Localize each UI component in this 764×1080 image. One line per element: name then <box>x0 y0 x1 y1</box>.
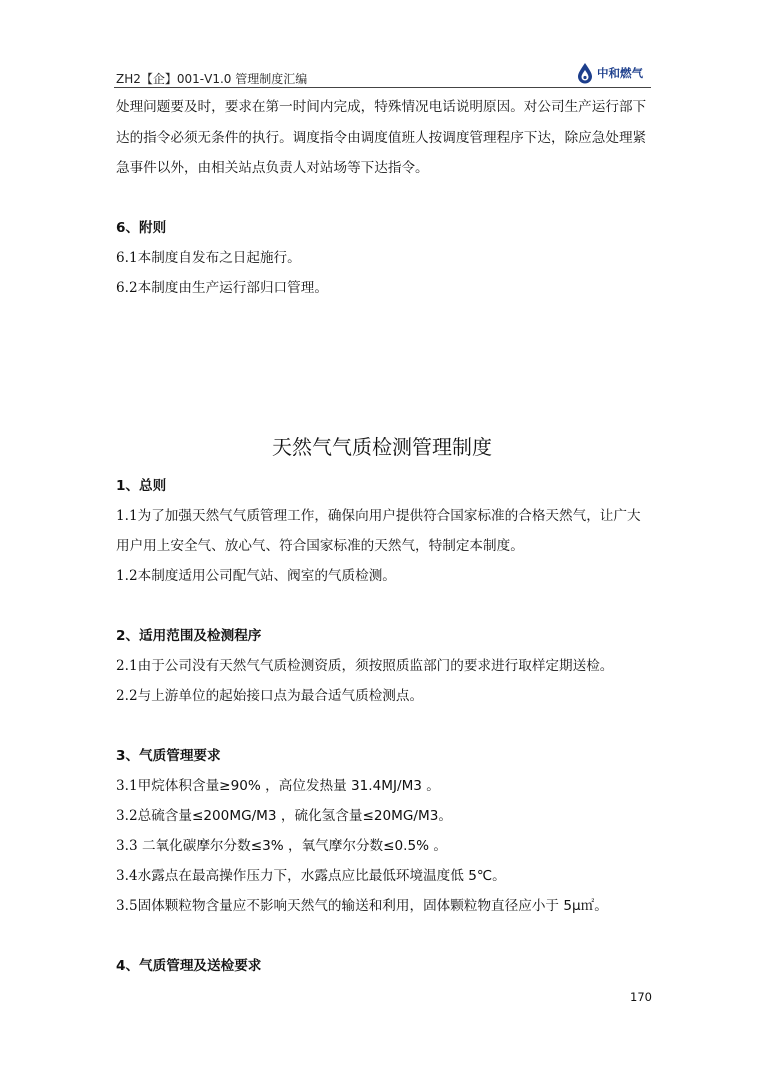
clause-item <box>116 567 396 585</box>
clause-number: 2.2 <box>116 688 138 704</box>
clause-item <box>116 867 506 885</box>
clause-text: 甲烷体积含量≥90% ，高位发热量 31.4MJ/M3 。 <box>137 778 440 794</box>
clause-number: 1.1 <box>116 508 138 524</box>
section-heading: 2、适用范围及检测程序 <box>116 628 262 644</box>
clause-text: 本制度自发布之日起施行。 <box>137 250 301 266</box>
clause-number: 6.2 <box>116 280 138 296</box>
paragraph-line: 处理问题要及时，要求在第一时间内完成，特殊情况电话说明原因。对公司生产运行部下 <box>116 99 647 115</box>
section-heading: 3、气质管理要求 <box>116 748 221 764</box>
clause-item <box>116 249 301 267</box>
flame-drop-icon <box>576 62 594 84</box>
clause-number: 3.1 <box>116 778 138 794</box>
section-heading: 1、总则 <box>116 478 167 494</box>
clause-text: 固体颗粒物含量应不影响天然气的输送和利用，固体颗粒物直径应小于 5μ㎡。 <box>137 898 608 914</box>
clause-item <box>116 897 608 915</box>
clause-number: 3.3 <box>116 838 138 854</box>
clause-item <box>116 807 452 825</box>
clause-number: 6.1 <box>116 250 138 266</box>
header-rule <box>114 87 651 88</box>
clause-item <box>116 279 328 297</box>
section-heading: 6、附则 <box>116 220 167 236</box>
document-title: 天然气气质检测管理制度 <box>272 435 492 459</box>
paragraph-line: 急事件以外，由相关站点负责人对站场等下达指令。 <box>116 160 429 176</box>
clause-item <box>116 777 440 795</box>
clause-text: 由于公司没有天然气气质检测资质，须按照质监部门的要求进行取样定期送检。 <box>137 658 614 674</box>
clause-item <box>116 507 641 525</box>
clause-text: 为了加强天然气气质管理工作，确保向用户提供符合国家标准的合格天然气，让广大 <box>137 508 641 524</box>
clause-item <box>116 687 423 705</box>
clause-text: 二氧化碳摩尔分数≤3% ，氧气摩尔分数≤0.5% 。 <box>137 838 447 854</box>
clause-text: 本制度由生产运行部归口管理。 <box>137 280 328 296</box>
company-logo <box>576 62 650 84</box>
clause-item <box>116 657 613 675</box>
clause-number: 3.5 <box>116 898 138 914</box>
document-code: ZH2【企】001-V1.0 管理制度汇编 <box>116 72 308 86</box>
logo-wordmark: 中和燃气 <box>597 66 643 80</box>
clause-number: 1.2 <box>116 568 138 584</box>
clause-number: 3.4 <box>116 868 138 884</box>
clause-text: 本制度适用公司配气站、阀室的气质检测。 <box>137 568 396 584</box>
page-number: 170 <box>630 990 652 1004</box>
clause-number: 3.2 <box>116 808 138 824</box>
clause-number: 2.1 <box>116 658 138 674</box>
clause-item <box>116 837 447 855</box>
clause-text: 与上游单位的起始接口点为最合适气质检测点。 <box>137 688 424 704</box>
clause-text: 总硫含量≤200MG/M3 ，硫化氢含量≤20MG/M3。 <box>137 808 452 824</box>
clause-text-continuation: 用户用上安全气、放心气、符合国家标准的天然气，特制定本制度。 <box>116 538 524 554</box>
section-heading: 4、气质管理及送检要求 <box>116 958 262 974</box>
clause-text: 水露点在最高操作压力下，水露点应比最低环境温度低 5℃。 <box>137 868 506 884</box>
paragraph-line: 达的指令必须无条件的执行。调度指令由调度值班人按调度管理程序下达，除应急处理紧 <box>116 130 647 146</box>
